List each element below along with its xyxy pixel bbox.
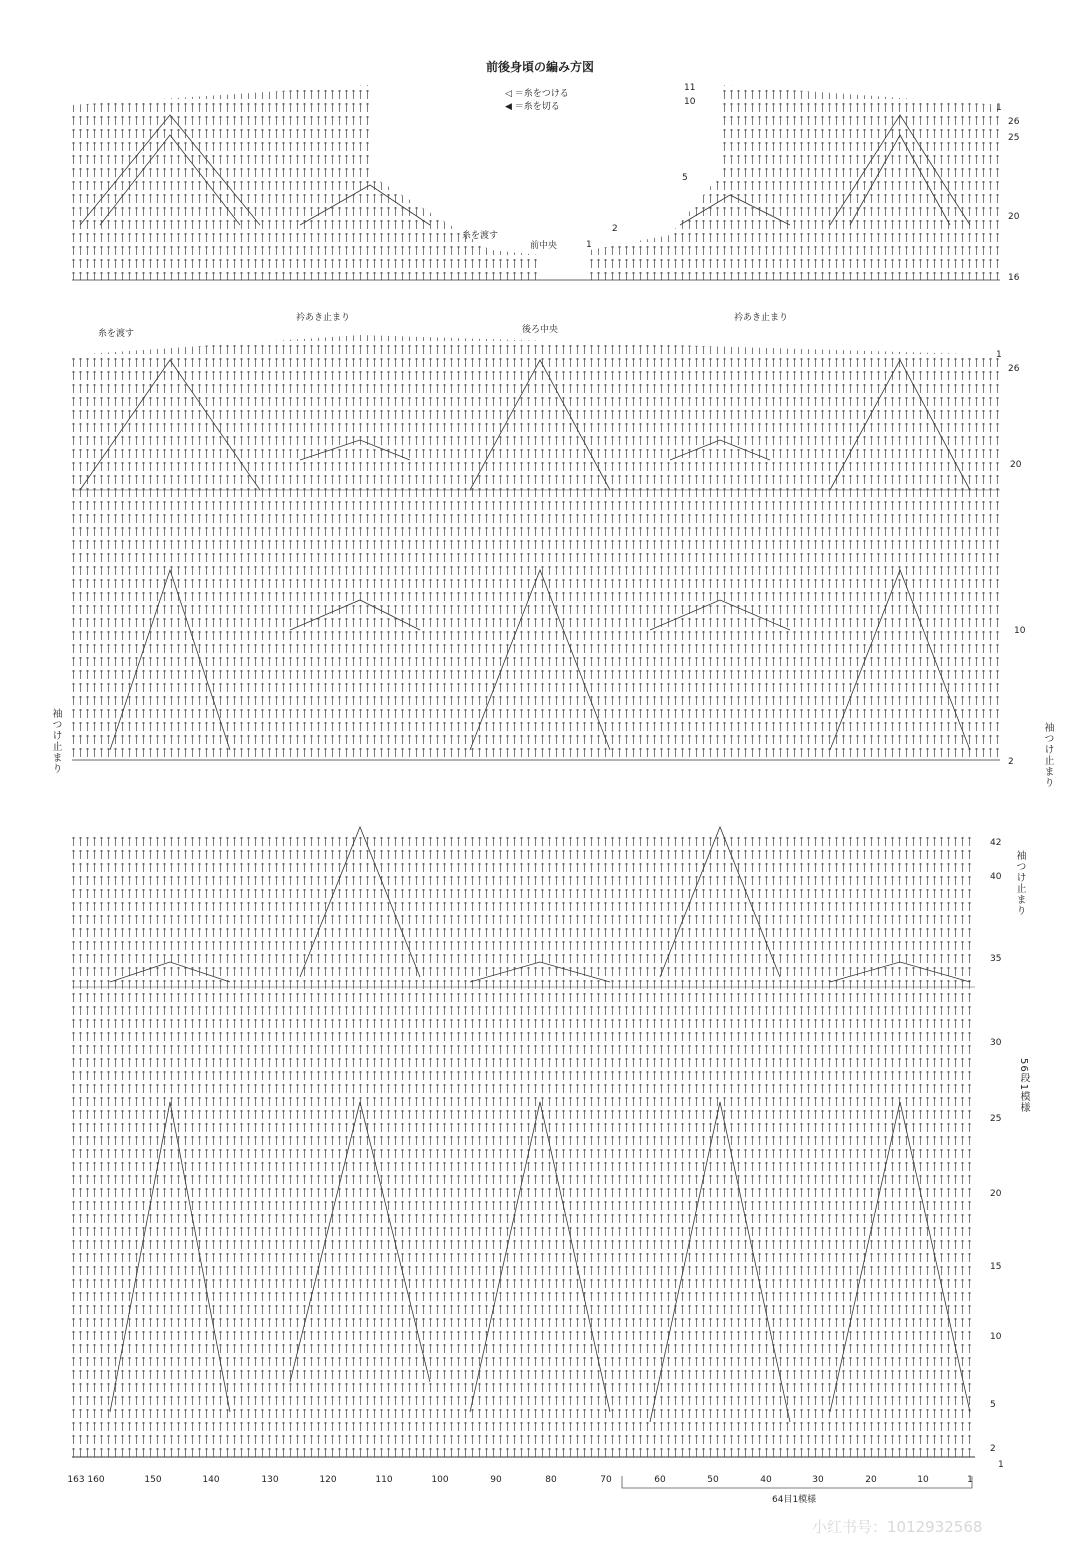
s3-row-25: 25 (990, 1114, 1002, 1124)
back-center-label: 後ろ中央 (522, 325, 559, 335)
s1-row-26: 26 (1008, 117, 1020, 127)
x-tick-30: 30 (812, 1475, 824, 1485)
x-tick-100: 100 (431, 1475, 449, 1485)
collar-stop-left: 衿あき止まり (296, 313, 351, 323)
s3-row-20: 20 (990, 1189, 1002, 1199)
repeat-note: 64目1模様 (772, 1495, 817, 1505)
neck-marker-1: 1 (586, 240, 592, 250)
x-tick-150: 150 (144, 1475, 162, 1485)
x-tick-10: 10 (917, 1475, 929, 1485)
pass-yarn-label: 糸を渡す (462, 231, 499, 241)
s3-row-1: 1 (998, 1460, 1004, 1470)
x-tick-163: 163 (67, 1475, 85, 1485)
sleeve-stop-left: 袖つけ止まり (50, 708, 61, 774)
x-tick-50: 50 (707, 1475, 719, 1485)
filled-triangle-icon: ◀ (505, 102, 512, 112)
back-upper-chart (70, 330, 1000, 770)
x-tick-80: 80 (545, 1475, 557, 1485)
pass-yarn-label-2: 糸を渡す (98, 329, 135, 339)
s3-row-10: 10 (990, 1332, 1002, 1342)
neck-marker-2: 2 (612, 224, 618, 234)
rows-per-repeat-note: 56段1模様 (1018, 1058, 1029, 1114)
front-neck-chart (70, 75, 1000, 285)
x-tick-130: 130 (261, 1475, 279, 1485)
s3-row-5: 5 (990, 1400, 996, 1410)
s2-row-10: 10 (1014, 626, 1026, 636)
s3-row-30: 30 (990, 1038, 1002, 1048)
s3-row-42: 42 (990, 838, 1002, 848)
page-title: 前後身頃の編み方図 (485, 60, 594, 74)
lower-body-chart (70, 822, 975, 1462)
s1-row-16: 16 (1008, 273, 1020, 283)
x-tick-1: 1 (967, 1475, 973, 1485)
open-triangle-icon: ◁ (505, 89, 512, 99)
x-tick-40: 40 (760, 1475, 772, 1485)
x-tick-110: 110 (375, 1475, 393, 1485)
s3-row-2: 2 (990, 1444, 996, 1454)
x-tick-160: 160 (87, 1475, 105, 1485)
x-tick-120: 120 (319, 1475, 337, 1485)
front-center-label: 前中央 (530, 241, 558, 251)
legend-attach-text: ＝糸をつける (514, 89, 569, 99)
s1-row-20: 20 (1008, 212, 1020, 222)
s3-row-15: 15 (990, 1262, 1002, 1272)
neck-marker-11: 11 (684, 83, 696, 93)
x-tick-140: 140 (202, 1475, 220, 1485)
neck-marker-10: 10 (684, 97, 696, 107)
x-tick-70: 70 (600, 1475, 612, 1485)
neck-marker-5: 5 (682, 173, 688, 183)
s2-row-26: 26 (1008, 364, 1020, 374)
x-tick-90: 90 (490, 1475, 502, 1485)
s2-row-1: 1 (996, 350, 1002, 360)
s3-row-40: 40 (990, 872, 1002, 882)
repeat-bracket (620, 1474, 975, 1494)
legend-cut-text: ＝糸を切る (514, 102, 560, 112)
collar-stop-right: 衿あき止まり (734, 313, 789, 323)
s1-row-1: 1 (996, 103, 1002, 113)
sleeve-stop-lower: 袖つけ止まり (1014, 850, 1025, 916)
watermark: 小红书号：1012932568 (812, 1518, 983, 1536)
s3-row-35: 35 (990, 954, 1002, 964)
s1-row-25: 25 (1008, 133, 1020, 143)
sleeve-stop-right: 袖つけ止まり (1042, 722, 1053, 788)
s2-row-20: 20 (1010, 460, 1022, 470)
x-tick-20: 20 (865, 1475, 877, 1485)
s2-row-2: 2 (1008, 757, 1014, 767)
x-tick-60: 60 (654, 1475, 666, 1485)
